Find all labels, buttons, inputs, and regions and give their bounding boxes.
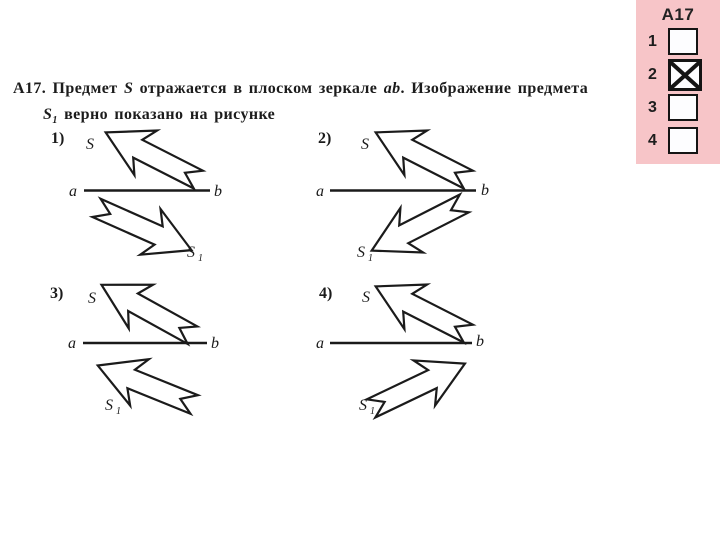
figure-option-4: [310, 280, 540, 440]
svg-text:1: 1: [370, 406, 375, 417]
answer-number-2: 2: [648, 65, 657, 83]
figure-4-label: 4): [319, 285, 333, 302]
question-line-2: $S_1$ верно показано на рисунке: [43, 106, 276, 127]
figure-1-mirror-right-label: b: [214, 183, 222, 200]
figure-2-image-arrow: [360, 181, 475, 273]
figure-2-mirror-left-label: a: [316, 183, 324, 200]
answer-checkbox-3[interactable]: [668, 94, 698, 121]
answer-checkbox-4[interactable]: [668, 127, 698, 154]
answer-number-3: 3: [648, 98, 657, 116]
image-symbol: S: [43, 106, 53, 123]
answer-panel-title: А17: [661, 5, 695, 24]
figure-3-object-arrow: [89, 280, 204, 357]
figure-2-mirror-right-label: b: [481, 182, 489, 199]
figure-4-image-arrow: [360, 341, 475, 431]
question-number: А17.: [13, 80, 47, 97]
answer-row-1: [636, 25, 720, 58]
figure-2-object-label: S: [361, 136, 369, 153]
answer-panel: [636, 0, 720, 164]
figure-4-mirror-left-label: a: [316, 335, 324, 352]
figure-3-mirror-left-label: a: [68, 335, 76, 352]
figure-3-mirror-right-label: b: [211, 335, 219, 352]
figure-3-label: 3): [50, 285, 64, 302]
object-symbol: S: [123, 80, 134, 97]
figure-1-object-label: S: [86, 136, 94, 153]
svg-text:1: 1: [198, 253, 203, 264]
figure-option-3: [40, 280, 270, 440]
figure-option-1: [40, 125, 270, 285]
answer-number-4: 4: [648, 131, 657, 149]
answer-row-3: [636, 91, 720, 124]
svg-text:1: 1: [368, 253, 373, 264]
figure-1-image-arrow: [86, 185, 201, 273]
figure-4-object-label: S: [362, 289, 370, 306]
answer-checkbox-1[interactable]: [668, 28, 698, 55]
answer-row-2: [636, 58, 720, 91]
figure-4-object-arrow: [364, 280, 479, 356]
figure-3-image-label: S: [105, 397, 113, 414]
figure-3-image-arrow: [88, 342, 203, 427]
figure-1-mirror-left-label: a: [69, 183, 77, 200]
mirror-symbol: ab: [383, 80, 401, 97]
figure-3-object-label: S: [88, 290, 96, 307]
answer-row-4: [636, 124, 720, 157]
figure-4-image-label: S: [359, 397, 367, 414]
svg-text:1: 1: [116, 406, 121, 417]
answer-number-1: 1: [648, 32, 657, 50]
figure-1-image-label: S: [187, 244, 195, 261]
figure-2-label: 2): [318, 130, 332, 147]
figure-option-2: [310, 125, 540, 285]
figure-4-mirror-right-label: b: [476, 333, 484, 350]
answer-checkbox-2-checked[interactable]: [668, 59, 702, 91]
question-line-1: А17. Предмет S отражается в плоском зеркале ab. Изображение предмета: [13, 80, 589, 97]
figure-1-label: 1): [51, 130, 65, 147]
figure-2-image-label: S: [357, 244, 365, 261]
